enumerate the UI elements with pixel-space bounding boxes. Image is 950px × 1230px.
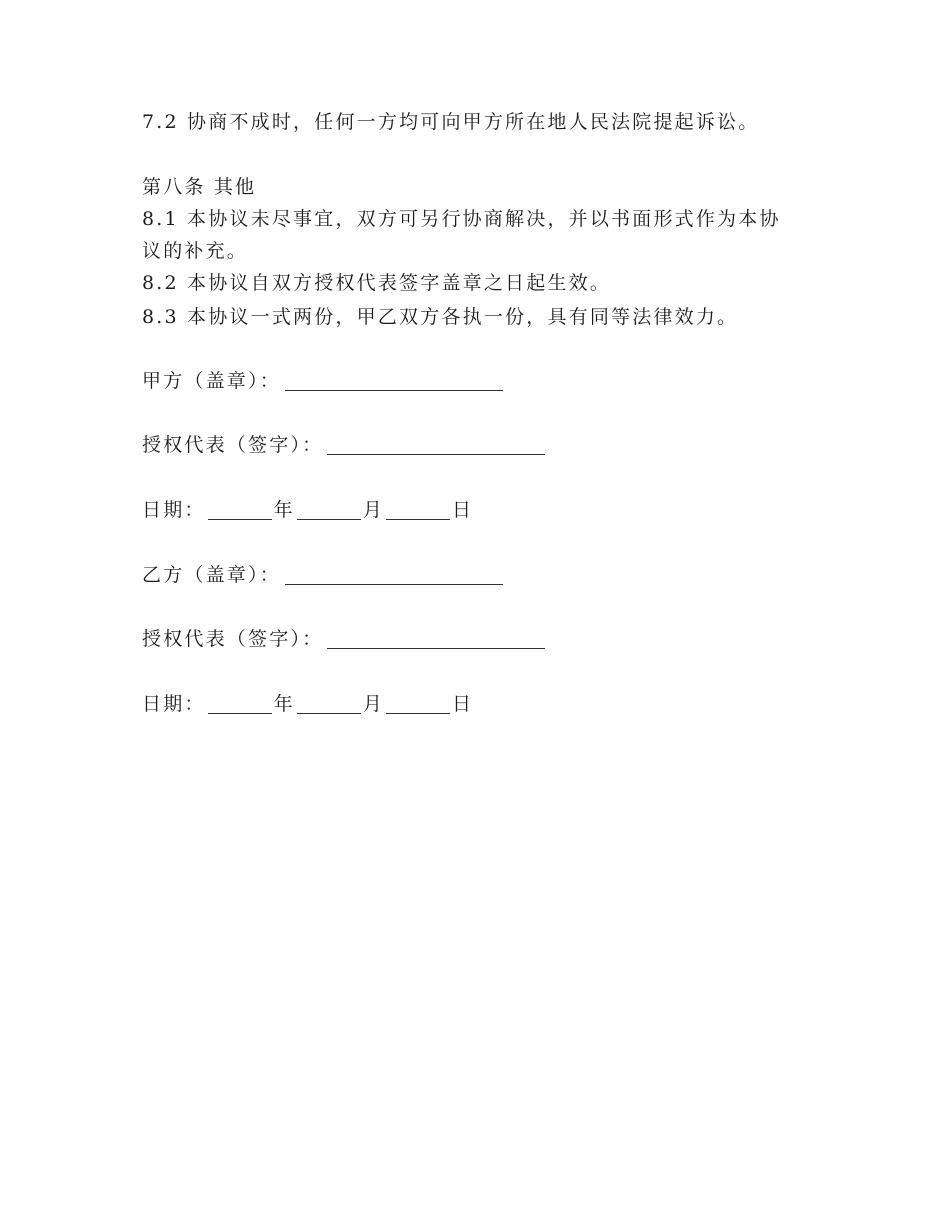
day-label: 日 xyxy=(452,693,474,715)
day-label: 日 xyxy=(452,499,474,521)
clause-8-3: 8.3 本协议一式两份，甲乙双方各执一份，具有同等法律效力。 xyxy=(142,306,739,328)
party-b-rep-blank[interactable] xyxy=(327,628,545,649)
party-b-seal-label: 乙方（盖章）： xyxy=(142,564,281,586)
year-label: 年 xyxy=(273,693,295,715)
party-b-rep-row xyxy=(142,624,545,654)
party-a-day-blank[interactable] xyxy=(386,499,450,520)
party-a-rep-row xyxy=(142,430,545,460)
party-b-seal-blank[interactable] xyxy=(285,564,503,585)
party-b-date-label: 日期： xyxy=(142,693,206,715)
party-a-rep-blank[interactable] xyxy=(327,434,545,455)
party-b-rep-label: 授权代表（签字）： xyxy=(142,628,324,650)
party-a-seal-label: 甲方（盖章）： xyxy=(142,370,281,392)
party-b-day-blank[interactable] xyxy=(386,693,450,714)
party-b-month-blank[interactable] xyxy=(297,693,361,714)
party-a-seal-row xyxy=(142,366,503,396)
party-b-date-row xyxy=(142,689,473,719)
clause-8-1-line1: 8.1 本协议未尽事宜，双方可另行协商解决，并以书面形式作为本协 xyxy=(142,208,781,230)
clause-8-heading: 第八条 其他 xyxy=(142,176,257,198)
clause-8-1-line2: 议的补充。 xyxy=(142,240,249,262)
party-a-month-blank[interactable] xyxy=(297,499,361,520)
year-label: 年 xyxy=(273,499,295,521)
clause-7-2: 7.2 协商不成时，任何一方均可向甲方所在地人民法院提起诉讼。 xyxy=(142,111,760,133)
month-label: 月 xyxy=(362,499,385,521)
party-a-date-row xyxy=(142,495,473,525)
party-a-seal-blank[interactable] xyxy=(285,370,503,391)
party-a-year-blank[interactable] xyxy=(208,499,272,520)
month-label: 月 xyxy=(362,693,385,715)
clause-8-2: 8.2 本协议自双方授权代表签字盖章之日起生效。 xyxy=(142,272,612,294)
party-b-year-blank[interactable] xyxy=(208,693,272,714)
party-a-rep-label: 授权代表（签字）： xyxy=(142,434,324,456)
party-b-seal-row xyxy=(142,560,503,590)
party-a-date-label: 日期： xyxy=(142,499,206,521)
